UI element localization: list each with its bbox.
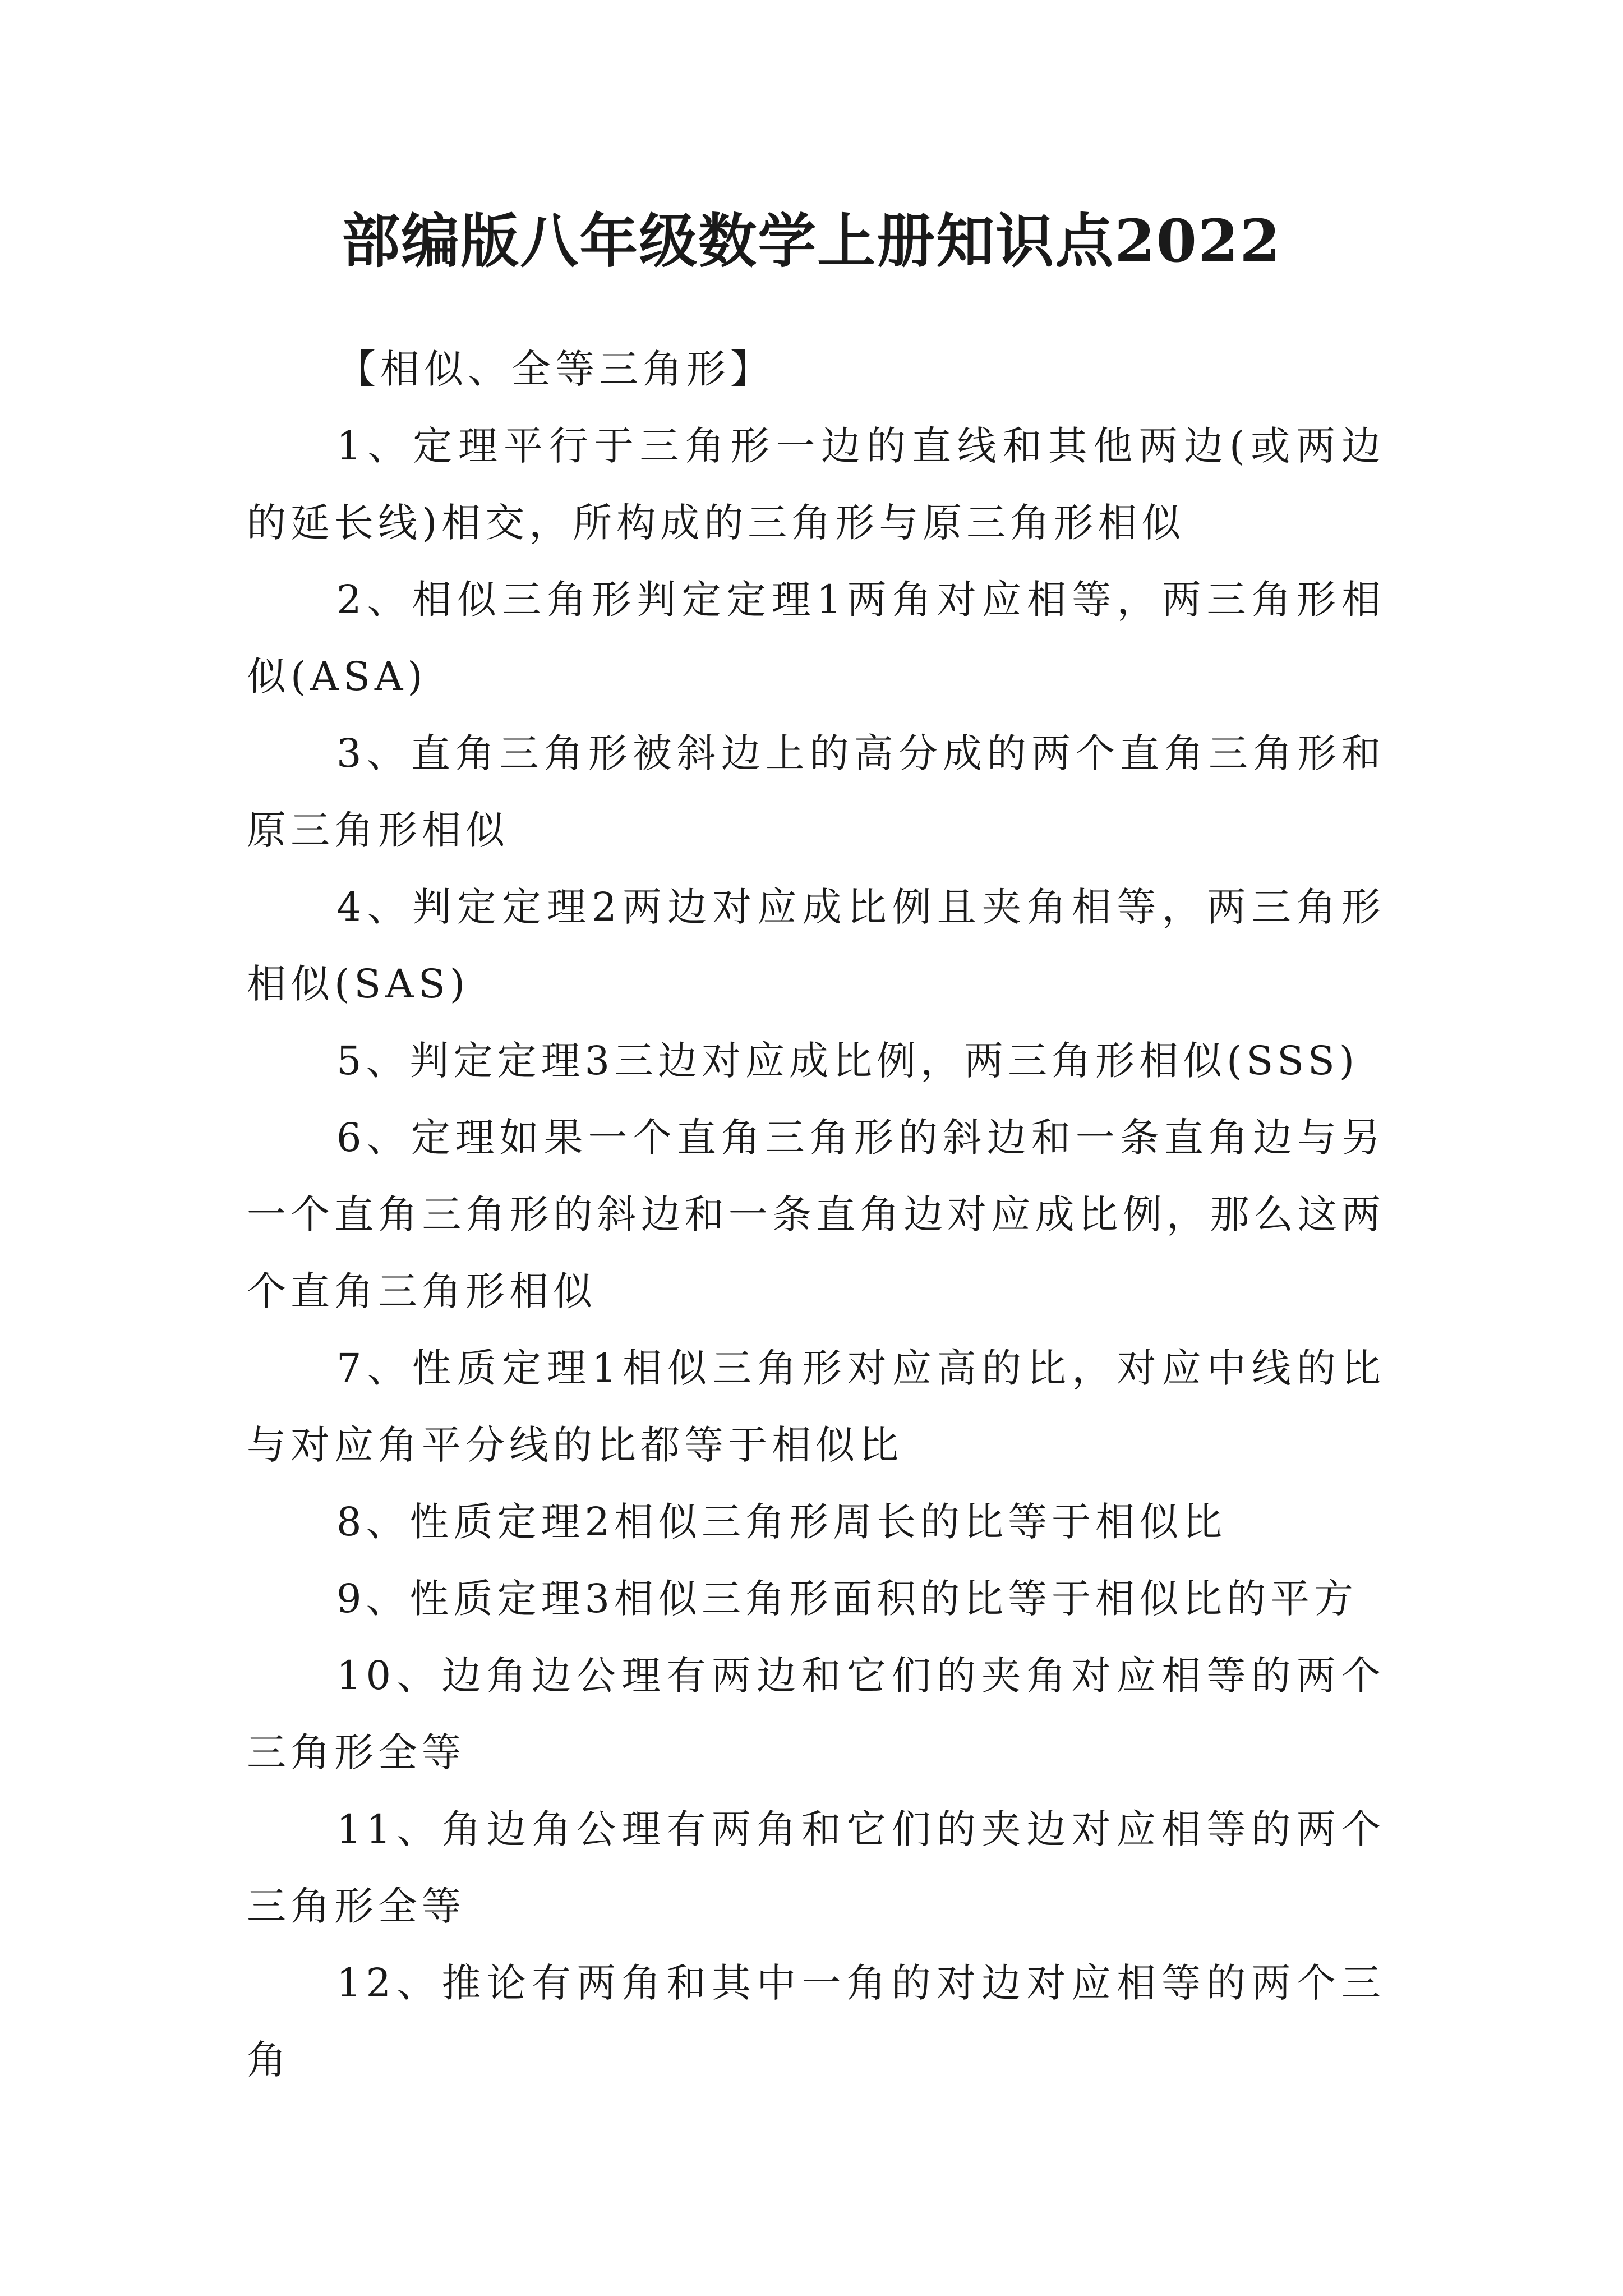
section-heading: 【相似、全等三角形】 [336, 346, 774, 392]
paragraph-1: 1、定理平行于三角形一边的直线和其他两边(或两边的延长线)相交，所构成的三角形与原三角形相似 [247, 423, 1385, 546]
paragraph-8: 8、性质定理2相似三角形周长的比等于相似比 [336, 1499, 1227, 1545]
paragraph-7: 7、性质定理1相似三角形对应高的比，对应中线的比与对应角平分线的比都等于相似比 [247, 1345, 1385, 1468]
paragraph-2: 2、相似三角形判定定理1两角对应相等，两三角形相似(ASA) [247, 577, 1385, 700]
paragraph-4: 4、判定定理2两边对应成比例且夹角相等，两三角形相似(SAS) [247, 884, 1385, 1007]
paragraph-12: 12、推论有两角和其中一角的对边对应相等的两个三角 [247, 1960, 1385, 2083]
document-body [247, 331, 1385, 2099]
paragraph-10: 10、边角边公理有两边和它们的夹角对应相等的两个三角形全等 [247, 1653, 1385, 1775]
paragraph-5: 5、判定定理3三边对应成比例，两三角形相似(SSS) [336, 1038, 1359, 1084]
paragraph-9: 9、性质定理3相似三角形面积的比等于相似比的平方 [336, 1576, 1358, 1622]
paragraph-11: 11、角边角公理有两角和它们的夹边对应相等的两个三角形全等 [247, 1806, 1385, 1929]
document-title: 部编版八年级数学上册知识点2022 [342, 206, 1281, 275]
paragraph-3: 3、直角三角形被斜边上的高分成的两个直角三角形和原三角形相似 [247, 730, 1385, 853]
paragraph-6: 6、定理如果一个直角三角形的斜边和一条直角边与另一个直角三角形的斜边和一条直角边对应成比例，那么这两个直角三角形相似 [247, 1115, 1385, 1314]
